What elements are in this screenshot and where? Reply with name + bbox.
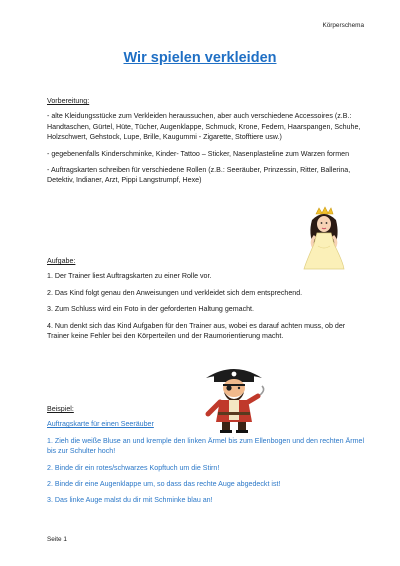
preparation-item-2: - gegebenenfalls Kinderschminke, Kinder- Tattoo – Sticker, Nasenplasteline zum Warzen formen bbox=[47, 149, 350, 158]
example-item-2: 2. Binde dir ein rotes/schwarzes Kopftuch um die Stirn! bbox=[47, 463, 220, 472]
task-heading: Aufgabe: bbox=[47, 257, 76, 265]
example-item-1: 1. Zieh die weiße Bluse an und kremple den linken Ärmel bis zum Ellenbogen und den rechten Ärmel bis zur Schulter hoch! bbox=[47, 436, 365, 456]
example-item-3: 2. Binde dir eine Augenklappe um, so dass das rechte Auge abgedeckt ist! bbox=[47, 480, 281, 489]
preparation-heading: Vorbereitung: bbox=[47, 97, 90, 105]
header-topic: Körperschema bbox=[322, 22, 364, 29]
task-item-2: 2. Das Kind folgt genau den Anweisungen und verkleidet sich dem entsprechend. bbox=[47, 288, 303, 297]
page-number: Seite 1 bbox=[47, 536, 67, 543]
task-item-4: 4. Nun denkt sich das Kind Aufgaben für den Trainer aus, wobei es darauf achten muss, ob der Trainer keine Fehler bei den Körperteilen und der Raumorientierung macht. bbox=[47, 321, 346, 341]
preparation-section bbox=[47, 96, 367, 186]
task-item-3: 3. Zum Schluss wird ein Foto in der geforderten Haltung gemacht. bbox=[47, 305, 255, 314]
example-card-title: Auftragskarte für einen Seeräuber bbox=[47, 420, 154, 429]
preparation-item-3: - Auftragskarten schreiben für verschiedene Rollen (z.B.: Seeräuber, Prinzessin, Ritter, Ballerina, Detektiv, Indianer, Arzt, Pippi Langstrumpf, Hexe) bbox=[47, 166, 351, 185]
example-section bbox=[47, 404, 367, 506]
example-heading: Beispiel: bbox=[47, 405, 74, 413]
page-title: Wir spielen verkleiden bbox=[123, 50, 277, 66]
task-item-1: 1. Der Trainer liest Auftragskarten zu einer Rolle vor. bbox=[47, 272, 212, 281]
preparation-item-1: - alte Kleidungsstücke zum Verkleiden heraussuchen, aber auch verschiedene Accessoires (z.B.: Handtaschen, Gürtel, Hüte, Tücher, Augenklappe, Schmuck, Krone, Federn, Haarspangen, Schuhe, Holzschwert, Gehstock, Lupe, Brille, Kaugummi - Zigarette, Stofftiere usw.) bbox=[47, 112, 361, 142]
example-item-4: 3. Das linke Auge malst du dir mit Schminke blau an! bbox=[47, 496, 213, 505]
task-section bbox=[47, 256, 367, 341]
